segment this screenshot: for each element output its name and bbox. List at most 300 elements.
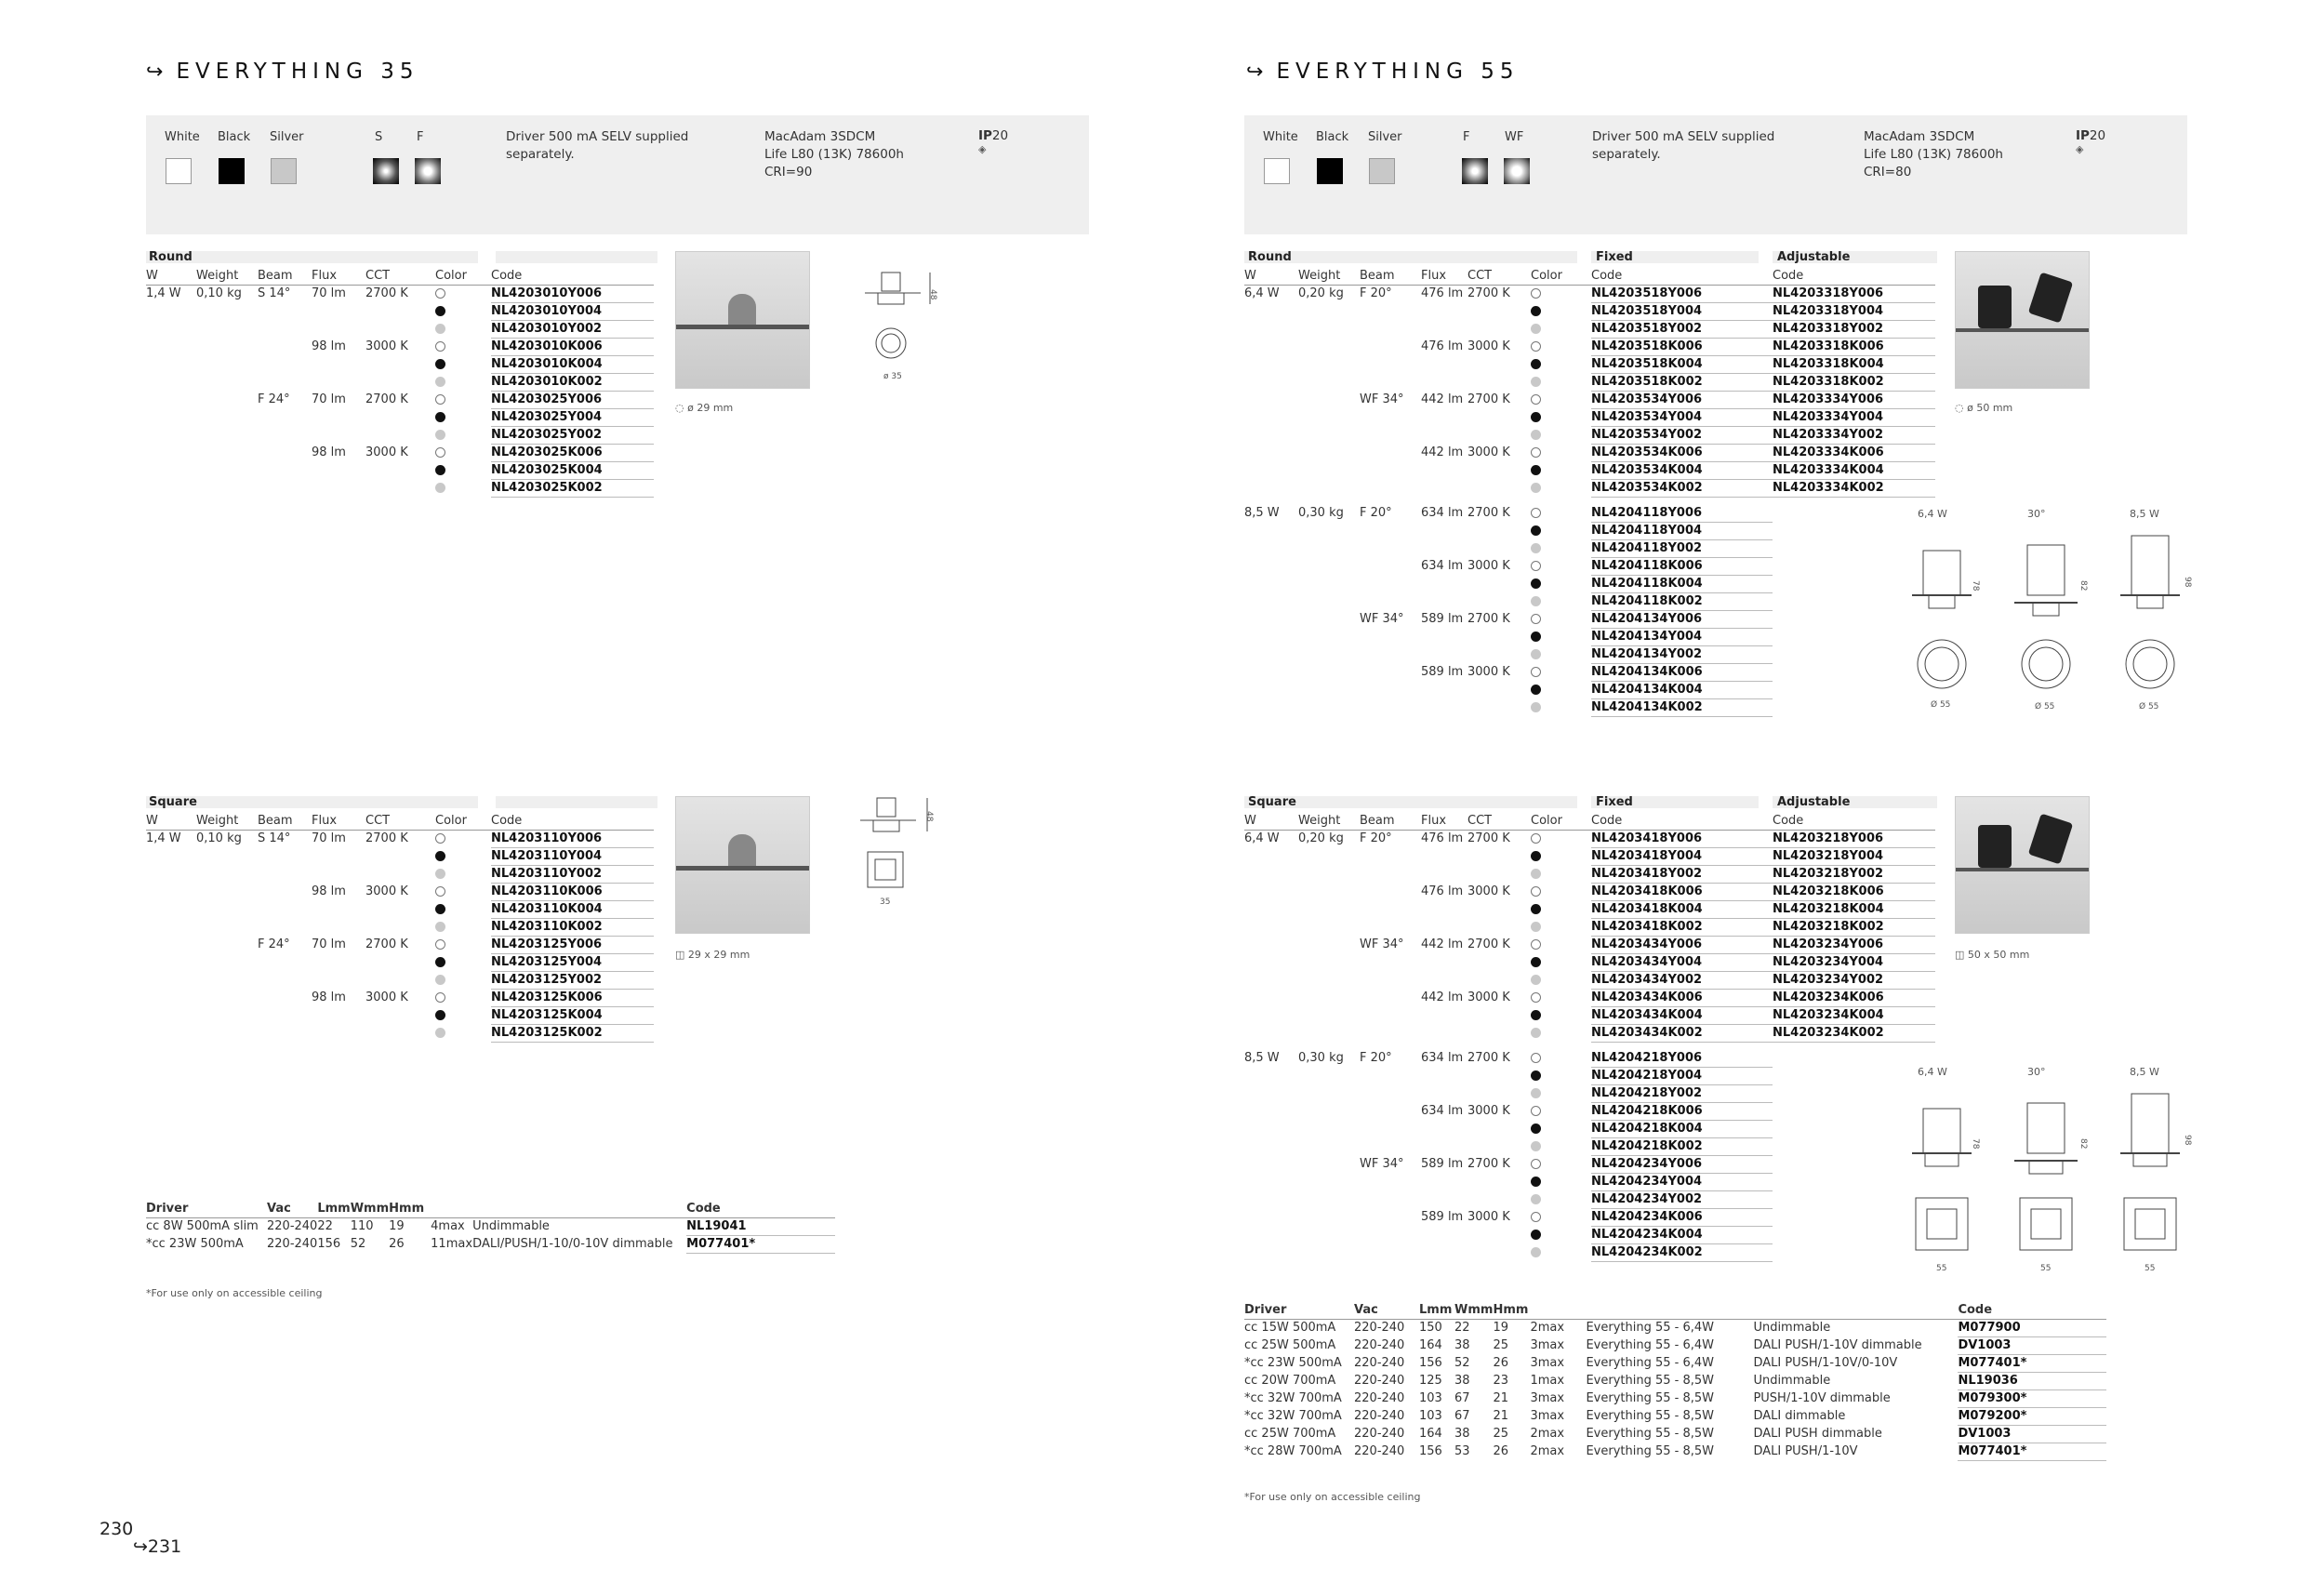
- cell: [1360, 1085, 1421, 1103]
- cell: [1360, 427, 1421, 445]
- white-dot-icon: [1531, 939, 1541, 950]
- right-round-dim-h-3: 98: [2183, 577, 2192, 588]
- product-code: NL4204234Y006: [1591, 1156, 1773, 1174]
- cell: [1421, 901, 1467, 919]
- cell: [1298, 1174, 1360, 1191]
- ip-value: 20: [991, 128, 1009, 143]
- color-dot-cell: [1531, 848, 1591, 866]
- silver-dot-icon: [1531, 596, 1541, 606]
- cell: [1298, 523, 1360, 540]
- reflector-f-icon: [415, 158, 441, 184]
- color-dot-cell: [1531, 664, 1591, 682]
- table-row: [146, 409, 654, 427]
- right-square-drawing-label-1: 6,4 W: [1918, 1066, 1947, 1078]
- driver-row: [1244, 1390, 2106, 1408]
- cell: [146, 480, 196, 498]
- cutout-icon: ◫: [1955, 949, 1965, 961]
- white-dot-icon: [1531, 561, 1541, 571]
- driver-note: Driver 500 mA SELV supplied separately.: [1592, 129, 1775, 162]
- table-row: [1244, 480, 1935, 498]
- table-row: [146, 831, 654, 848]
- color-dot-cell: [1531, 884, 1591, 901]
- cell: [1360, 1209, 1421, 1227]
- color-dot-cell: [1531, 1025, 1591, 1043]
- table-row: [146, 445, 654, 462]
- cell: [1467, 427, 1531, 445]
- cell: [258, 901, 312, 919]
- silver-dot-icon: [435, 869, 445, 879]
- left-round-label: Round: [149, 250, 193, 264]
- cri: CRI=90: [764, 165, 813, 180]
- black-dot-icon: [1531, 632, 1541, 642]
- cell: [1244, 646, 1298, 664]
- driver-cell: *cc 23W 500mA: [1244, 1356, 1342, 1370]
- cell: [1360, 558, 1421, 576]
- color-dot-cell: [435, 480, 491, 498]
- cell: [312, 356, 365, 374]
- cell: [1467, 954, 1531, 972]
- table-row: [1244, 576, 1935, 593]
- cell: [1360, 576, 1421, 593]
- driver-cell: DALI dimmable: [1753, 1409, 1846, 1423]
- cell: 634 lm: [1421, 1104, 1464, 1118]
- driver-cell: 220-240: [1354, 1444, 1405, 1458]
- table-row: [146, 286, 654, 303]
- cell: [1467, 1007, 1531, 1025]
- black-dot-icon: [435, 904, 445, 914]
- reflector-f-label: F: [417, 130, 424, 144]
- black-dot-icon: [1531, 957, 1541, 967]
- cell: [1421, 919, 1467, 937]
- table-row: [146, 392, 654, 409]
- driver-cell: Everything 55 - 8,5W: [1586, 1444, 1714, 1458]
- cell: 2700 K: [1467, 286, 1510, 301]
- cell: [1244, 321, 1298, 339]
- black-dot-icon: [435, 412, 445, 422]
- column-header: Code: [491, 268, 654, 286]
- table-header-row: [146, 813, 654, 831]
- cell: [196, 480, 258, 498]
- cell: [1244, 427, 1298, 445]
- color-dot-cell: [1531, 392, 1591, 409]
- cell: [1244, 682, 1298, 699]
- product-code: NL4203234K006: [1773, 990, 1935, 1007]
- cell: [146, 848, 196, 866]
- driver-cell: 3max: [1530, 1391, 1565, 1405]
- cell: [1467, 1085, 1531, 1103]
- driver-cell: 103: [1419, 1391, 1442, 1405]
- right-square-drawing-label-2: 30°: [2027, 1066, 2046, 1078]
- reflector-wf-icon: [1504, 158, 1530, 184]
- page-number-right: [133, 1536, 181, 1557]
- table-row: [146, 339, 654, 356]
- cell: [1298, 392, 1360, 409]
- black-dot-icon: [1531, 412, 1541, 422]
- table-row: [1244, 1244, 1935, 1262]
- left-round-table: [146, 268, 654, 498]
- cell: [365, 374, 435, 392]
- cell: [1467, 576, 1531, 593]
- color-dot-cell: [1531, 1007, 1591, 1025]
- cell: 6,4 W: [1244, 831, 1280, 846]
- table-row: [1244, 409, 1935, 427]
- left-square-dim-h: 48: [924, 811, 934, 822]
- table-row: [1244, 972, 1935, 990]
- driver-code: M079200*: [1958, 1408, 2106, 1426]
- cell: [1360, 1174, 1421, 1191]
- cell: [1467, 629, 1531, 646]
- product-code: NL4204218Y004: [1591, 1068, 1773, 1085]
- cell: [146, 462, 196, 480]
- cell: [1467, 462, 1531, 480]
- cell: [196, 374, 258, 392]
- product-code: NL4203025Y006: [491, 392, 654, 409]
- column-header: Weight: [1298, 268, 1360, 286]
- cell: [258, 972, 312, 990]
- silver-dot-icon: [1531, 1028, 1541, 1038]
- cell: [1298, 321, 1360, 339]
- driver-cell: *cc 28W 700mA: [1244, 1444, 1342, 1458]
- ip-value: 20: [2089, 128, 2106, 143]
- table-row: [1244, 1174, 1935, 1191]
- product-code: NL4203218K006: [1773, 884, 1935, 901]
- driver-cell: 220-240: [1354, 1356, 1405, 1370]
- cell: [1421, 1007, 1467, 1025]
- column-header: Weight: [196, 813, 258, 831]
- cell: [1244, 664, 1298, 682]
- color-dot-cell: [1531, 682, 1591, 699]
- table-row: [146, 990, 654, 1007]
- product-code: NL4203218Y006: [1773, 831, 1935, 848]
- cell: [1298, 1025, 1360, 1043]
- cell: [1421, 427, 1467, 445]
- color-dot-cell: [1531, 303, 1591, 321]
- cell: [1298, 374, 1360, 392]
- product-code: NL4203434Y006: [1591, 937, 1773, 954]
- cell: [1360, 356, 1421, 374]
- column-header: Beam: [258, 268, 312, 286]
- cell: [1298, 646, 1360, 664]
- black-dot-icon: [435, 1010, 445, 1020]
- swatch-silver: [1369, 158, 1395, 184]
- cell: [365, 427, 435, 445]
- driver-cell: 220-240: [1354, 1321, 1405, 1336]
- silver-dot-icon: [1531, 1141, 1541, 1151]
- color-dot-cell: [435, 427, 491, 445]
- cell: [1421, 1121, 1467, 1138]
- cell: [1298, 593, 1360, 611]
- product-code: NL4204218K006: [1591, 1103, 1773, 1121]
- cell: [1360, 919, 1421, 937]
- table-row: [146, 321, 654, 339]
- table-row: [1244, 611, 1935, 629]
- white-dot-icon: [1531, 992, 1541, 1003]
- silver-dot-icon: [1531, 483, 1541, 493]
- cell: 70 lm: [312, 937, 346, 951]
- color-dot-cell: [1531, 954, 1591, 972]
- cell: [1467, 303, 1531, 321]
- color-dot-cell: [1531, 1227, 1591, 1244]
- driver-row: [1244, 1373, 2106, 1390]
- driver-cell: 21: [1493, 1409, 1508, 1423]
- driver-cell: DALI PUSH/1-10V/0-10V: [1753, 1356, 1898, 1370]
- cell: [146, 339, 196, 356]
- cell: [1360, 699, 1421, 717]
- cell: [258, 339, 312, 356]
- product-code: NL4203434K006: [1591, 990, 1773, 1007]
- product-code: NL4204134Y006: [1591, 611, 1773, 629]
- cell: 476 lm: [1421, 831, 1464, 846]
- cell: [1467, 866, 1531, 884]
- table-row: [146, 866, 654, 884]
- driver-cell: 26: [1493, 1356, 1508, 1370]
- silver-dot-icon: [1531, 324, 1541, 334]
- cell: [1298, 1085, 1360, 1103]
- column-header: Color: [435, 813, 491, 831]
- color-dot-cell: [435, 1007, 491, 1025]
- ip-rating: [2076, 128, 2105, 155]
- driver-cell: Everything 55 - 8,5W: [1586, 1391, 1714, 1405]
- cell: 589 lm: [1421, 1210, 1464, 1224]
- color-dot-cell: [1531, 498, 1591, 523]
- cell: [1467, 1191, 1531, 1209]
- table-row: [1244, 356, 1935, 374]
- cell: [1467, 1025, 1531, 1043]
- product-code: NL4203010Y002: [491, 321, 654, 339]
- left-spec-band: [146, 115, 1089, 234]
- driver-cell: PUSH/1-10V dimmable: [1753, 1391, 1891, 1405]
- product-code: NL4203110K004: [491, 901, 654, 919]
- cell: [1298, 972, 1360, 990]
- left-round-dim-d: ø 35: [883, 372, 902, 381]
- cell: [196, 972, 258, 990]
- white-dot-icon: [435, 288, 445, 299]
- table-row: [1244, 1138, 1935, 1156]
- cell: WF 34°: [1360, 1157, 1404, 1171]
- driver-cell: 19: [1493, 1321, 1508, 1336]
- silver-dot-icon: [1531, 1088, 1541, 1098]
- cell: [1421, 523, 1467, 540]
- color-dot-cell: [1531, 409, 1591, 427]
- table-row: [1244, 990, 1935, 1007]
- cell: [1360, 884, 1421, 901]
- cell: [1244, 523, 1298, 540]
- reflector-f-icon: [1462, 158, 1488, 184]
- cell: [258, 954, 312, 972]
- column-header: Code: [1773, 813, 1935, 831]
- white-dot-icon: [1531, 288, 1541, 299]
- product-code: NL4204234Y002: [1591, 1191, 1773, 1209]
- product-code: NL4203534K002: [1591, 480, 1773, 498]
- product-code: NL4203534Y004: [1591, 409, 1773, 427]
- driver-code: DV1003: [1958, 1426, 2106, 1443]
- product-code: NL4203125Y002: [491, 972, 654, 990]
- driver-header-row: [146, 1201, 835, 1218]
- driver-cell: 150: [1419, 1321, 1442, 1336]
- product-code: NL4203110Y006: [491, 831, 654, 848]
- macadam: MacAdam 3SDCM: [764, 129, 876, 144]
- column-header: CCT: [365, 813, 435, 831]
- table-row: [1244, 427, 1935, 445]
- product-code: NL4203334Y004: [1773, 409, 1935, 427]
- swatch-silver: [271, 158, 297, 184]
- cell: [1244, 1007, 1298, 1025]
- product-code: NL4204134K006: [1591, 664, 1773, 682]
- cell: [146, 321, 196, 339]
- table-row: [1244, 1156, 1935, 1174]
- product-code: NL4203125K002: [491, 1025, 654, 1043]
- color-dot-cell: [1531, 1043, 1591, 1068]
- cell: 2700 K: [365, 831, 408, 846]
- cell: [1421, 480, 1467, 498]
- table-row: [146, 884, 654, 901]
- driver-cell: 52: [350, 1237, 366, 1251]
- table-row: [1244, 1191, 1935, 1209]
- column-header: Code: [491, 813, 654, 831]
- driver-cell: 220-240: [267, 1219, 318, 1234]
- color-dot-cell: [1531, 1138, 1591, 1156]
- color-dot-cell: [1531, 901, 1591, 919]
- cell: [365, 321, 435, 339]
- cell: [258, 1007, 312, 1025]
- right-round-cutout: [1955, 402, 2012, 414]
- left-round-cutout-text: ø 29 mm: [687, 402, 734, 414]
- column-header: Flux: [312, 268, 365, 286]
- cell: [1244, 1025, 1298, 1043]
- driver-column-header: Driver: [1244, 1302, 1354, 1320]
- cell: [1244, 1121, 1298, 1138]
- finish-black-label: Black: [218, 130, 251, 144]
- driver-column-header: Driver: [146, 1201, 267, 1218]
- cell: 0,10 kg: [196, 286, 242, 301]
- driver-cell: 1max: [1530, 1374, 1565, 1388]
- cell: [365, 462, 435, 480]
- silver-dot-icon: [1531, 649, 1541, 659]
- cell: [1360, 374, 1421, 392]
- product-code: NL4204218K004: [1591, 1121, 1773, 1138]
- arrow-icon: ↪: [146, 60, 164, 84]
- cell: [1421, 593, 1467, 611]
- white-dot-icon: [1531, 886, 1541, 897]
- cell: [1360, 954, 1421, 972]
- right-square-adjustable: Adjustable: [1777, 795, 1851, 809]
- cell: [258, 1025, 312, 1043]
- product-code: NL4203318Y006: [1773, 286, 1935, 303]
- color-dot-cell: [435, 972, 491, 990]
- cell: 2700 K: [365, 937, 408, 951]
- driver-cell: 26: [1493, 1444, 1508, 1458]
- product-code: NL4203234K002: [1773, 1025, 1935, 1043]
- cell: [1360, 445, 1421, 462]
- finish-white-label: White: [165, 130, 200, 144]
- cell: [365, 356, 435, 374]
- table-row: [1244, 1227, 1935, 1244]
- cell: [1298, 1209, 1360, 1227]
- cell: [312, 374, 365, 392]
- driver-row: [1244, 1355, 2106, 1373]
- driver-cell: DALI PUSH/1-10V dimmable: [1753, 1338, 1922, 1352]
- cell: [312, 972, 365, 990]
- cell: [1298, 303, 1360, 321]
- product-code: NL4203418Y004: [1591, 848, 1773, 866]
- table-row: [146, 901, 654, 919]
- cell: [1360, 1007, 1421, 1025]
- table-row: [146, 954, 654, 972]
- product-code: NL4203334Y002: [1773, 427, 1935, 445]
- ip-label: IP: [2076, 128, 2090, 143]
- cell: [365, 919, 435, 937]
- driver-column-header: [1586, 1302, 1753, 1320]
- column-header: Code: [1591, 813, 1773, 831]
- table-row: [1244, 682, 1935, 699]
- cell: [1467, 1244, 1531, 1262]
- driver-code: NL19041: [686, 1218, 835, 1236]
- cell: 476 lm: [1421, 339, 1464, 353]
- cell: [196, 445, 258, 462]
- cell: [1421, 682, 1467, 699]
- cell: [1298, 901, 1360, 919]
- right-square-dim-h-2: 82: [2078, 1138, 2088, 1150]
- driver-cell: 2max: [1530, 1427, 1565, 1441]
- silver-dot-icon: [1531, 922, 1541, 932]
- cell: [1244, 699, 1298, 717]
- cell: 3000 K: [1467, 1104, 1510, 1118]
- cell: WF 34°: [1360, 937, 1404, 951]
- driver-cell: cc 8W 500mA slim: [146, 1219, 259, 1234]
- cell: [196, 937, 258, 954]
- cell: [1298, 629, 1360, 646]
- driver-row: [1244, 1408, 2106, 1426]
- cell: [1360, 462, 1421, 480]
- cell: [1421, 954, 1467, 972]
- color-dot-cell: [1531, 972, 1591, 990]
- cell: [1360, 629, 1421, 646]
- driver-cell: 38: [1454, 1338, 1470, 1352]
- color-dot-cell: [435, 1025, 491, 1043]
- cell: [1244, 629, 1298, 646]
- color-dot-cell: [435, 303, 491, 321]
- cell: 1,4 W: [146, 831, 181, 846]
- product-code: NL4203534Y002: [1591, 427, 1773, 445]
- driver-column-header: Lmm: [317, 1201, 350, 1218]
- product-code: NL4204118K004: [1591, 576, 1773, 593]
- cell: [1360, 1138, 1421, 1156]
- product-code: [1773, 1068, 1935, 1085]
- cell: [1298, 937, 1360, 954]
- cell: F 20°: [1360, 1051, 1392, 1065]
- cell: [1421, 1085, 1467, 1103]
- cell: [196, 884, 258, 901]
- cell: [1298, 990, 1360, 1007]
- table-row: [146, 919, 654, 937]
- table-row: [1244, 392, 1935, 409]
- right-round-dim-d-3: Ø 55: [2139, 702, 2159, 711]
- table-row: [1244, 321, 1935, 339]
- driver-cell: 2max: [1530, 1321, 1565, 1336]
- silver-dot-icon: [435, 975, 445, 985]
- cell: [1244, 1227, 1298, 1244]
- right-round-dim-d-2: Ø 55: [2035, 702, 2055, 711]
- finish-white-label: White: [1263, 130, 1298, 144]
- cell: 3000 K: [1467, 1210, 1510, 1224]
- white-dot-icon: [435, 886, 445, 897]
- driver-column-header: [1530, 1302, 1586, 1320]
- left-title-text: EVERYTHING 35: [176, 60, 419, 84]
- column-header: Flux: [312, 813, 365, 831]
- cell: 2700 K: [365, 392, 408, 406]
- cell: [1467, 540, 1531, 558]
- product-code: [1773, 498, 1935, 523]
